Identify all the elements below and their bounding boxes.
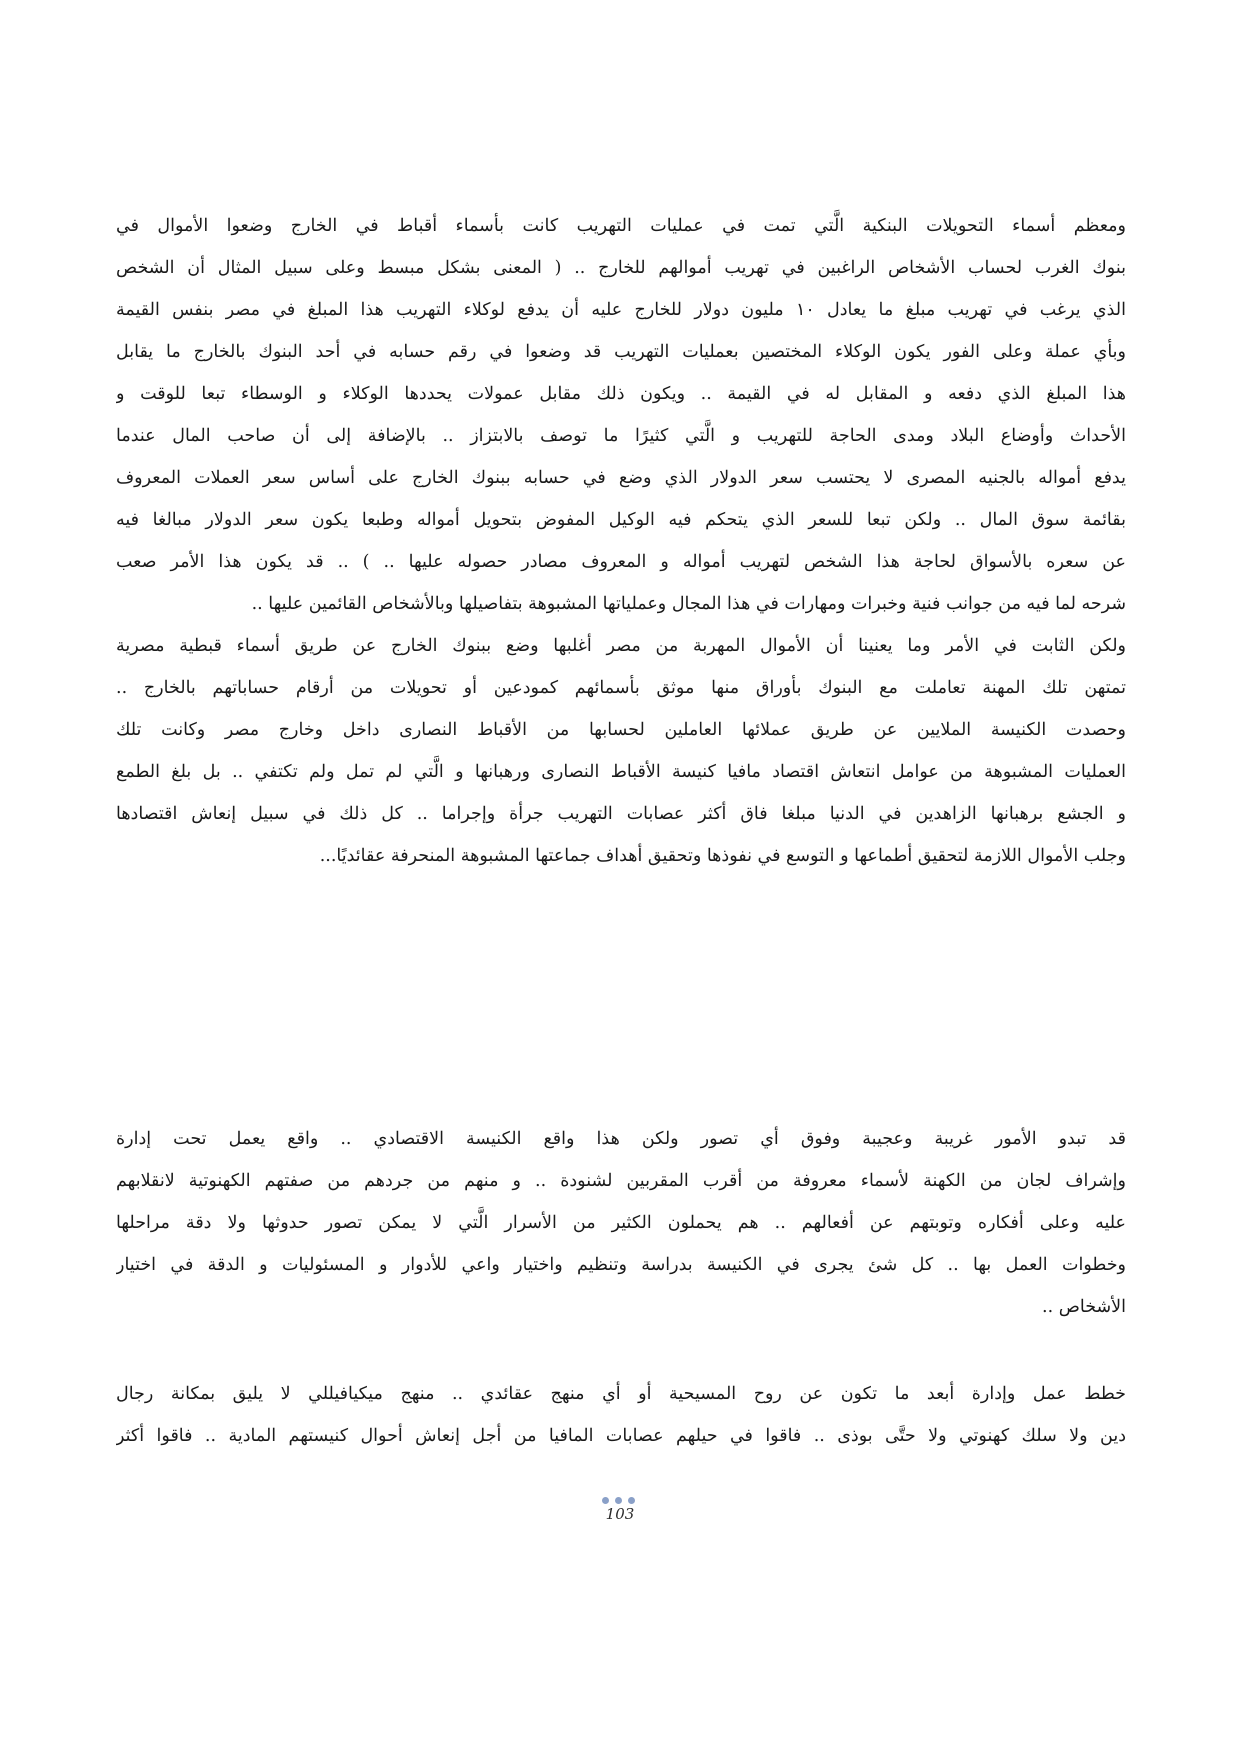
text-line: وخطوات العمل بها .. كل شئ يجرى في الكنيسة بدراسة وتنظيم واختيار واعي للأدوار و المسئوليات و الدقة في اختيار xyxy=(116,1255,1126,1275)
text-line: عليه وعلى أفكاره وتوبتهم عن أفعالهم .. هم يحملون الكثير من الأسرار الَّتي لا يمكن تصور حدوثها ولا دقة مراحلها xyxy=(116,1213,1126,1233)
text-line: وحصدت الكنيسة الملايين عن طريق عملائها العاملين لحسابها من الأقباط النصارى داخل وخارج مصر وكانت تلك xyxy=(116,720,1126,740)
text-line: يدفع أمواله بالجنيه المصرى لا يحتسب سعر الدولار الذي وضع في حسابه ببنوك الخارج على أساس سعر العملات المعروف xyxy=(116,468,1126,488)
paragraph-block xyxy=(116,1118,1126,1328)
text-line: وجلب الأموال اللازمة لتحقيق أطماعها و التوسع في نفوذها وتحقيق أهداف جماعتها المشبوهة المنحرفة عقائديًا... xyxy=(319,846,1126,866)
text-line: شرحه لما فيه من جوانب فنية وخبرات ومهارات في هذا المجال وعملياتها المشبوهة بتفاصيلها وبالأشخاص القائمين عليها .. xyxy=(251,594,1126,614)
dot xyxy=(615,1497,622,1504)
text-line: و الجشع برهبانها الزاهدين في الدنيا مبلغا فاق أكثر عصابات التهريب جرأة وإجراما .. كل ذلك في سبيل إنعاش اقتصادها xyxy=(116,804,1126,824)
text-line: وإشراف لجان من الكهنة لأسماء معروفة من أقرب المقربين لشنودة .. و منهم من جردهم من صفتهم الكهنوتية لانقلابهم xyxy=(116,1171,1126,1191)
text-line: العمليات المشبوهة من عوامل انتعاش اقتصاد مافيا كنيسة الأقباط النصارى ورهبانها و الَّتي لم تمل ولم تكتفي .. بل بلغ الطمع xyxy=(116,762,1126,782)
text-line: بقائمة سوق المال .. ولكن تبعا للسعر الذي يتحكم فيه الوكيل المفوض بتحويل أمواله وطبعا يكون سعر الدولار مبالغا فيه xyxy=(116,510,1126,530)
text-line: وبأي عملة وعلى الفور يكون الوكلاء المختصين بعمليات التهريب قد وضعوا في رقم حسابه في أحد البنوك بالخارج ما يقابل xyxy=(116,342,1126,362)
paragraph-block xyxy=(116,1373,1126,1457)
text-line: عن سعره بالأسواق لحاجة هذا الشخص لتهريب أمواله و المعروف مصادر حصوله عليها .. ) .. قد يكون هذا الأمر صعب xyxy=(116,552,1126,572)
paragraph xyxy=(116,1373,1126,1457)
paragraph xyxy=(116,625,1126,877)
text-line: هذا المبلغ الذي دفعه و المقابل له في القيمة .. ويكون ذلك مقابل عمولات يحددها الوكلاء و الوسطاء تبعا للوقت و xyxy=(116,384,1126,404)
text-line: الذي يرغب في تهريب مبلغ ما يعادل ١٠ مليون دولار للخارج عليه أن يدفع لوكلاء التهريب هذا المبلغ في مصر بنفس القيمة xyxy=(116,300,1126,320)
page-footer xyxy=(570,1497,670,1533)
paragraph xyxy=(116,1118,1126,1328)
text-line: خطط عمل وإدارة أبعد ما تكون عن روح المسيحية أو أي منهج عقائدي .. منهج ميكيافيللي لا يليق بمكانة رجال xyxy=(116,1384,1126,1404)
dot xyxy=(602,1497,609,1504)
text-line: الأحداث وأوضاع البلاد ومدى الحاجة للتهريب و الَّتي كثيرًا ما توصف بالابتزاز .. بالإضافة إلى أن صاحب المال عندما xyxy=(116,426,1126,446)
text-line: بنوك الغرب لحساب الأشخاص الراغبين في تهريب أموالهم للخارج .. ( المعنى بشكل مبسط وعلى سبيل المثال أن الشخص xyxy=(116,258,1126,278)
text-line: قد تبدو الأمور غريبة وعجيبة وفوق أي تصور ولكن هذا واقع الكنيسة الاقتصادي .. واقع يعمل تحت إدارة xyxy=(116,1129,1126,1149)
text-line: ولكن الثابت في الأمر وما يعنينا أن الأموال المهربة من مصر أغلبها وضع ببنوك الخارج عن طريق أسماء قبطية مصرية xyxy=(116,636,1126,656)
paragraph-block xyxy=(116,205,1126,877)
text-line: الأشخاص .. xyxy=(1042,1297,1126,1317)
dot xyxy=(628,1497,635,1504)
text-line: تمتهن تلك المهنة تعاملت مع البنوك بأوراق منها موثق بأسمائهم كمودعين أو تحويلات من أرقام حساباتهم بالخارج .. xyxy=(116,678,1126,698)
page-number: 103 xyxy=(605,1505,635,1523)
paragraph xyxy=(116,205,1126,625)
text-line: دين ولا سلك كهنوتي ولا حتَّى بوذى .. فاقوا في حيلهم عصابات المافيا من أجل إنعاش أحوال كنيستهم المادية .. فاقوا أكثر xyxy=(116,1426,1126,1446)
text-line: ومعظم أسماء التحويلات البنكية الَّتي تمت في عمليات التهريب كانت بأسماء أقباط في الخارج وضعوا الأموال في xyxy=(116,216,1126,236)
